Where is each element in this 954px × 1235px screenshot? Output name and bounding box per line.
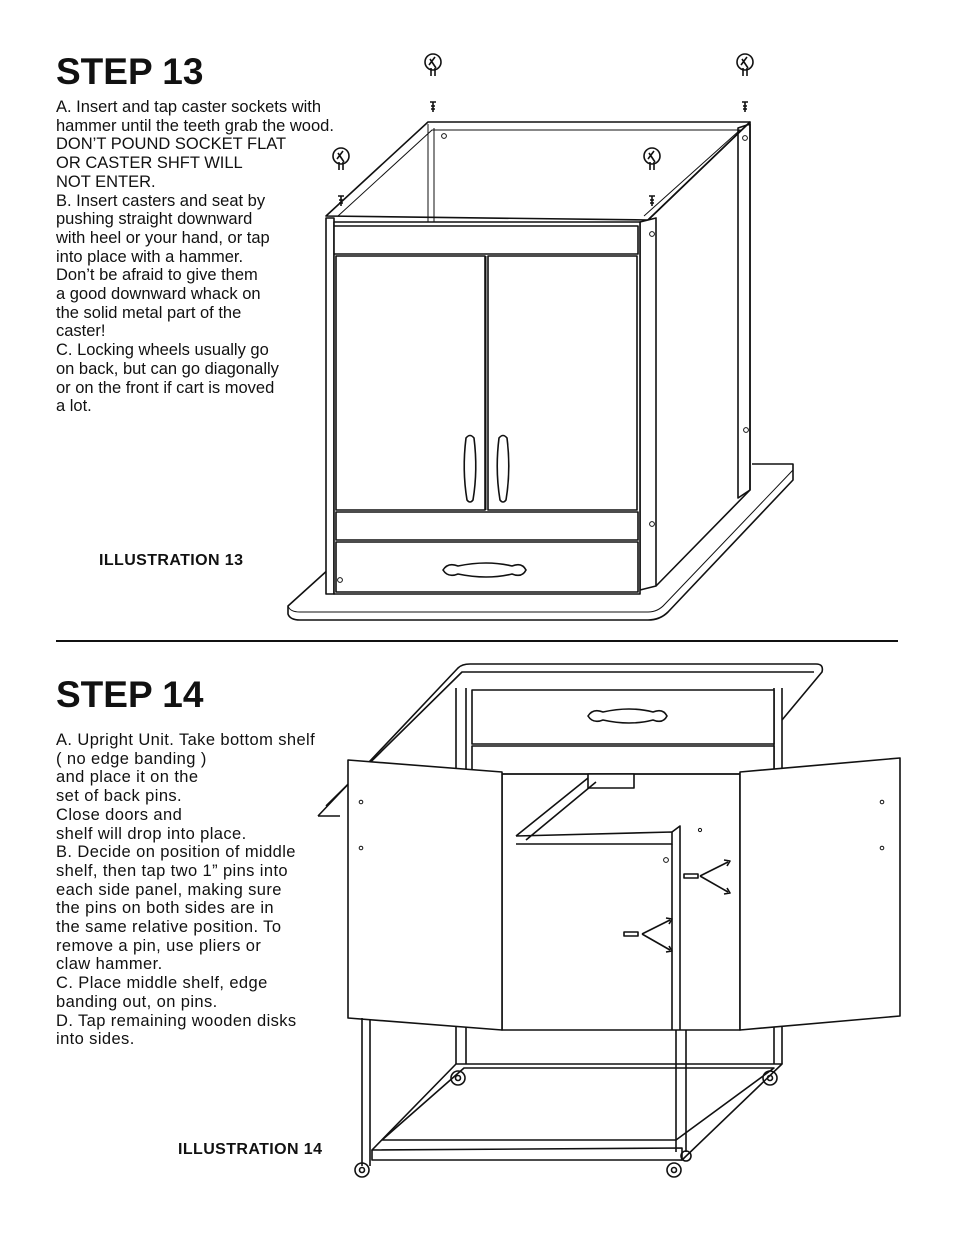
instruction-line: DON’T POUND SOCKET FLAT	[56, 135, 287, 154]
instruction-line: the pins on both sides are in	[56, 899, 274, 918]
instruction-line: C. Locking wheels usually go	[56, 341, 269, 360]
instruction-line: claw hammer.	[56, 955, 163, 974]
left-front-post	[326, 218, 334, 594]
drawer-front	[336, 542, 638, 592]
instruction-line: NOT ENTER.	[56, 172, 156, 191]
instruction-line: or on the front if cart is moved	[56, 378, 275, 397]
instruction-line: A. Upright Unit. Take bottom shelf	[56, 731, 316, 749]
instruction-line: Don’t be afraid to give them	[56, 266, 258, 285]
instruction-line: D. Tap remaining wooden disks	[56, 1011, 297, 1030]
countertop	[318, 664, 822, 816]
back-posts	[456, 688, 782, 1064]
top-frame	[326, 122, 750, 220]
right-door-open	[740, 758, 900, 1030]
instruction-line: on back, but can go diagonally	[56, 359, 279, 378]
instruction-line: Close doors and	[56, 805, 183, 824]
instruction-line: ( no edge banding )	[56, 749, 207, 768]
step-14-instructions	[56, 731, 315, 1049]
shelf-pin-icon	[624, 860, 730, 952]
instruction-line: hammer until the teeth grab the wood.	[56, 116, 334, 135]
caster-wheel-icon	[355, 1071, 777, 1177]
back-right-post	[738, 124, 750, 498]
top-rail	[472, 746, 774, 774]
instruction-line: caster!	[56, 322, 106, 341]
instruction-line: remove a pin, use pliers or	[56, 936, 262, 955]
instruction-line: shelf, then tap two 1” pins into	[56, 861, 289, 880]
middle-shelf	[516, 778, 672, 844]
instruction-line: each side panel, making sure	[56, 880, 282, 899]
front-legs	[362, 1018, 686, 1166]
instruction-line: a good downward whack on	[56, 285, 261, 304]
drawer-front	[472, 690, 774, 744]
instruction-line: the solid metal part of the	[56, 303, 242, 322]
left-door	[336, 256, 485, 510]
instruction-line: C. Place middle shelf, edge	[56, 974, 268, 993]
instruction-line: pushing straight downward	[56, 210, 253, 229]
step-13-title: STEP 13	[56, 51, 204, 92]
section-divider	[56, 640, 898, 642]
illustration-14-caption: ILLUSTRATION 14	[178, 1141, 323, 1158]
instruction-line: and place it on the	[56, 768, 199, 787]
instruction-line: into sides.	[56, 1030, 135, 1049]
bottom-frame	[372, 1064, 782, 1160]
instruction-line: A. Insert and tap caster sockets with	[56, 98, 322, 116]
illustration-13-caption: ILLUSTRATION 13	[99, 552, 244, 569]
drawer-handle-icon	[588, 709, 667, 723]
instruction-line: a lot.	[56, 397, 92, 416]
door-screws	[359, 800, 884, 862]
instruction-line: the same relative position. To	[56, 918, 282, 937]
instruction-line: set of back pins.	[56, 787, 183, 806]
left-door-open	[348, 760, 502, 1030]
right-side-panel	[648, 122, 750, 586]
instruction-line: OR CASTER SHFT WILL	[56, 154, 243, 173]
instruction-line: with heel or your hand, or tap	[56, 228, 270, 247]
instruction-line: B. Insert casters and seat by	[56, 191, 266, 210]
lower-rail	[336, 512, 638, 540]
instruction-line: shelf will drop into place.	[56, 824, 247, 843]
right-door	[488, 256, 637, 510]
back-left-post	[428, 124, 434, 226]
instruction-line: banding out, on pins.	[56, 992, 218, 1011]
step-14-title: STEP 14	[56, 674, 204, 715]
instruction-line: B. Decide on position of middle	[56, 843, 296, 862]
instruction-line: into place with a hammer.	[56, 247, 244, 266]
